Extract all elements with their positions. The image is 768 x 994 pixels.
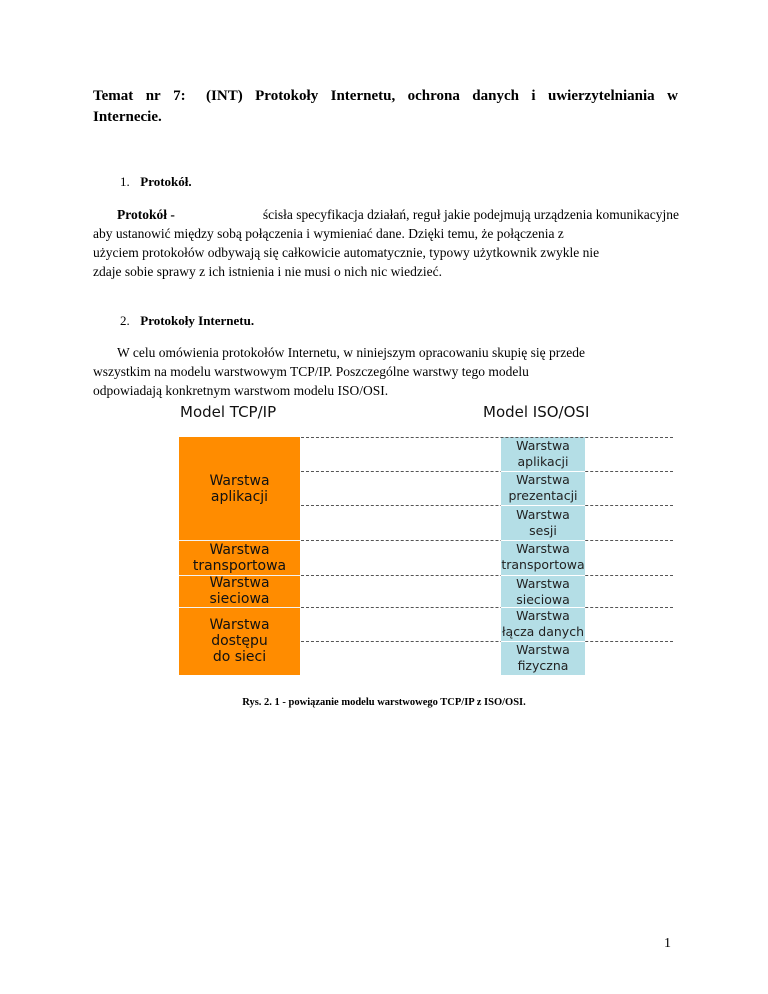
- layer-label-line: Warstwa: [209, 473, 270, 489]
- paragraph-line: [93, 224, 679, 243]
- tcpip-osi-diagram: [172, 397, 592, 678]
- tcp-layer-network: [179, 575, 300, 607]
- layer-divider: [301, 437, 673, 438]
- section-1-title: Protokół.: [140, 174, 192, 189]
- title-word: Protokoły: [255, 88, 319, 104]
- figure-caption: Rys. 2. 1 - powiązanie modelu warstwowego TCP/IP z ISO/OSI.: [242, 697, 526, 708]
- term-protokol: Protokół -: [117, 207, 175, 222]
- paragraph-line: [93, 362, 679, 381]
- osi-model-header: Model ISO/OSI: [483, 403, 590, 421]
- paragraph-text: wszystkim na modelu warstwowym TCP/IP. Poszczególne warstwy tego modelu: [93, 364, 529, 379]
- layer-label-line: Warstwa: [209, 575, 270, 591]
- layer-divider: [301, 575, 673, 576]
- osi-layer-physical: [501, 642, 585, 674]
- layer-divider: [301, 540, 673, 541]
- osi-layer-transport: [501, 541, 585, 573]
- layer-label-line: transportowa: [192, 558, 287, 574]
- section-2-title: Protokoły Internetu.: [140, 313, 255, 328]
- title-word: 7:: [173, 88, 186, 104]
- layer-label-line: sesji: [529, 523, 557, 538]
- layer-label-line: prezentacji: [508, 488, 578, 503]
- layer-divider: [301, 641, 673, 642]
- paragraph-text: zdaje sobie sprawy z ich istnienia i nie musi o nich nic wiedzieć.: [93, 264, 443, 279]
- layer-label-line: fizyczna: [517, 658, 569, 673]
- section-1-paragraph: [93, 205, 679, 281]
- layer-label-line: aplikacji: [210, 489, 269, 505]
- tcp-layer-separator: [179, 540, 300, 541]
- layer-label-line: Warstwa: [516, 541, 570, 556]
- title-word: Temat: [93, 88, 134, 104]
- layer-label-line: transportowa: [501, 557, 585, 572]
- layer-label-line: sieciowa: [516, 592, 570, 607]
- osi-layer-session: [501, 507, 585, 539]
- definition-text: ścisła specyfikacja działań, reguł jakie podejmują urządzenia komunikacyjne: [262, 207, 679, 222]
- title-word: ochrona: [407, 88, 460, 104]
- section-2-number: 2.: [120, 313, 130, 328]
- section-1-number: 1.: [120, 174, 130, 189]
- layer-label-line: do sieci: [212, 649, 267, 665]
- paragraph-line: [93, 262, 679, 281]
- layer-label-line: łącza danych: [502, 624, 584, 639]
- tcp-model-header: Model TCP/IP: [180, 403, 277, 421]
- title-word: Internetu,: [330, 88, 396, 104]
- layer-label-line: dostępu: [211, 633, 268, 649]
- title-word: uwierzytelniania: [547, 88, 655, 104]
- title-word: i: [531, 88, 536, 104]
- title-word: danych: [472, 88, 519, 104]
- section-2-paragraph: [93, 343, 679, 400]
- tcp-layer-transport: [179, 542, 300, 574]
- title-word: w: [667, 88, 678, 104]
- document-title: [93, 86, 678, 128]
- title-line-2: Internecie.: [93, 109, 162, 125]
- layer-label-line: Warstwa: [516, 576, 570, 591]
- layer-label-line: Warstwa: [516, 608, 570, 623]
- osi-layer-presentation: [501, 472, 585, 504]
- title-word: nr: [145, 88, 161, 104]
- title-word: (INT): [206, 88, 243, 104]
- tcp-layer-application: [179, 473, 300, 505]
- tcp-layer-separator: [179, 607, 300, 608]
- section-1-heading: [120, 174, 192, 190]
- title-line-1: [93, 86, 678, 107]
- paragraph-line: [93, 243, 679, 262]
- layer-label-line: sieciowa: [209, 591, 270, 607]
- layer-label-line: Warstwa: [516, 507, 570, 522]
- paragraph-line: [93, 205, 679, 224]
- layer-label-line: Warstwa: [516, 472, 570, 487]
- layer-label-line: Warstwa: [209, 542, 270, 558]
- paragraph-line: [93, 343, 679, 362]
- page-number: 1: [664, 936, 671, 951]
- osi-layer-network: [501, 576, 585, 608]
- osi-layer-separator: [501, 505, 585, 506]
- section-2-heading: [120, 313, 254, 329]
- paragraph-text: W celu omówienia protokołów Internetu, w niniejszym opracowaniu skupię się przede: [117, 345, 585, 360]
- osi-layer-data-link: [501, 608, 585, 640]
- layer-divider: [301, 471, 673, 472]
- layer-label-line: Warstwa: [209, 617, 270, 633]
- tcp-layer-network-access: [179, 617, 300, 665]
- layer-divider: [301, 505, 673, 506]
- layer-label-line: aplikacji: [517, 454, 569, 469]
- layer-label-line: Warstwa: [516, 642, 570, 657]
- layer-label-line: Warstwa: [516, 438, 570, 453]
- paragraph-text: użyciem protokołów odbywają się całkowicie automatycznie, typowy użytkownik zwykle nie: [93, 245, 600, 260]
- paragraph-text: aby ustanowić między sobą połączenia i wymieniać dane. Dzięki temu, że połączenia z: [93, 226, 564, 241]
- paragraph-text: odpowiadają konkretnym warstwom modelu ISO/OSI.: [93, 383, 389, 398]
- layer-divider: [301, 607, 673, 608]
- osi-layer-application: [501, 438, 585, 470]
